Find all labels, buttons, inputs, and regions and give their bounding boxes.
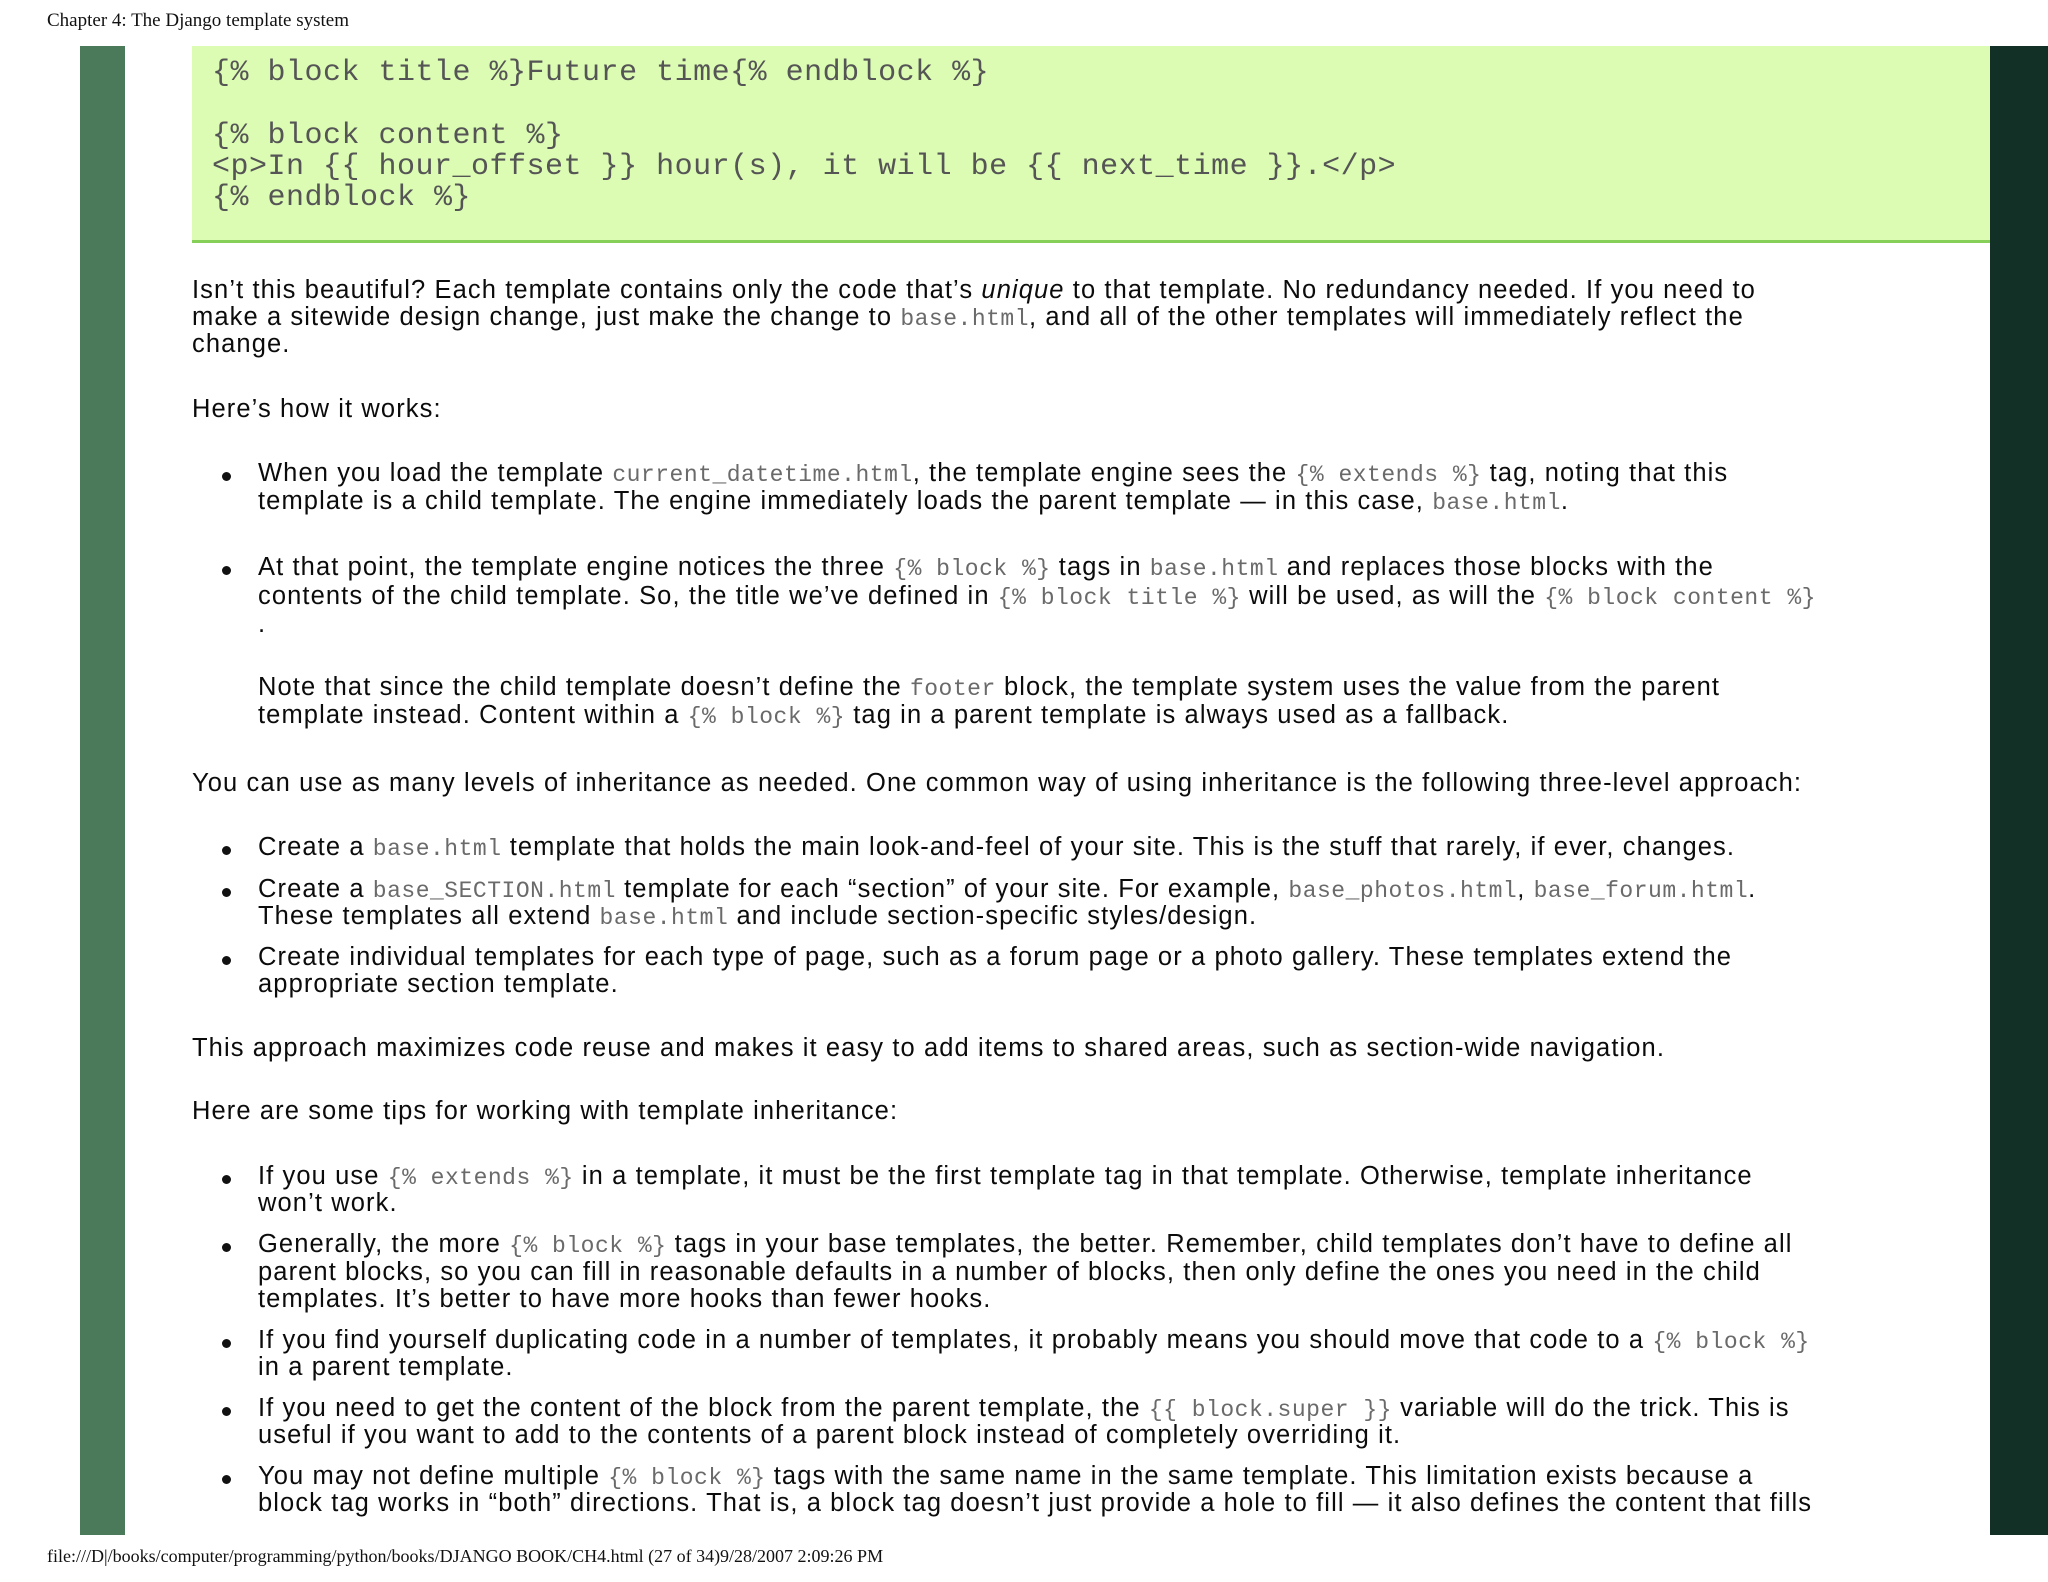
- paragraph-how-it-works: Here’s how it works:: [192, 395, 442, 423]
- inline-code: {% block %}: [893, 556, 1051, 582]
- text-line: [258, 1327, 1988, 1356]
- text: If you find yourself duplicating code in a number of templates, it probably means you should move that code to a: [258, 1326, 1653, 1354]
- text: ,: [1517, 875, 1534, 903]
- text-line: [192, 304, 1982, 333]
- text: to that template. No redundancy needed. If you need to: [1064, 276, 1756, 304]
- inline-code: base.html: [599, 905, 729, 931]
- text-line: block tag works in “both” directions. That is, a block tag doesn’t just provide a hole to fill — it also defines the content that fills: [258, 1489, 1813, 1517]
- text-line: [258, 460, 1988, 489]
- text-line: [258, 702, 1988, 731]
- page-header: Chapter 4: The Django template system: [47, 10, 349, 31]
- text-line: [258, 1163, 1988, 1192]
- inline-code: footer: [909, 676, 996, 702]
- paragraph-levels: You can use as many levels of inheritance as needed. One common way of using inheritance is the following three-level approach:: [192, 769, 1803, 797]
- text: template for each “section” of your site. For example,: [615, 875, 1289, 903]
- main-content: [125, 46, 1990, 1535]
- page-footer: file:///D|/books/computer/programming/python/books/DJANGO BOOK/CH4.html (27 of 34)9/28/2007 2:09:26 PM: [47, 1546, 884, 1566]
- text: make a sitewide design change, just make the change to: [192, 303, 901, 331]
- bullet-icon: [222, 1475, 231, 1484]
- text: Create a: [258, 833, 373, 861]
- text-line: [258, 1395, 1988, 1424]
- text: tag in a parent template is always used as a fallback.: [845, 701, 1510, 729]
- inline-code: base.html: [1432, 490, 1561, 516]
- text: , the template engine sees the: [912, 459, 1296, 487]
- text-line: [258, 488, 1988, 517]
- paragraph-tips: Here are some tips for working with template inheritance:: [192, 1097, 899, 1125]
- text: Isn’t this beautiful? Each template contains only the code that’s: [192, 276, 982, 304]
- text-line: [258, 583, 1988, 612]
- bullet-icon: [222, 1175, 231, 1184]
- left-sidebar-bar: [80, 46, 125, 1535]
- inline-code: {% block content %}: [1544, 585, 1816, 611]
- code-line: {% endblock %}: [212, 181, 472, 215]
- inline-code: {% extends %}: [387, 1165, 574, 1191]
- inline-code: base_photos.html: [1288, 878, 1518, 904]
- text-line: change.: [192, 330, 291, 358]
- paragraph-approach: This approach maximizes code reuse and makes it easy to add items to shared areas, such as section-wide navigation.: [192, 1034, 1666, 1062]
- text-line: Create individual templates for each type of page, such as a forum page or a photo gallery. These templates extend the: [258, 943, 1733, 971]
- text: If you need to get the content of the block from the parent template, the: [258, 1394, 1149, 1422]
- text-line: appropriate section template.: [258, 970, 619, 998]
- text: template instead. Content within a: [258, 701, 688, 729]
- text: Note that since the child template doesn’t define the: [258, 673, 910, 701]
- inline-code: base.html: [372, 836, 502, 862]
- inline-code: {% extends %}: [1295, 462, 1482, 488]
- text: tags with the same name in the same template. This limitation exists because a: [765, 1462, 1754, 1490]
- text-line: templates. It’s better to have more hooks than fewer hooks.: [258, 1285, 992, 1313]
- text: template is a child template. The engine immediately loads the parent template — in this case,: [258, 487, 1433, 515]
- text-line: [258, 554, 1988, 583]
- text: and include section-specific styles/design.: [728, 902, 1258, 930]
- inline-code: {% block title %}: [997, 585, 1241, 611]
- bullet-icon: [222, 1243, 231, 1252]
- inline-code: base_forum.html: [1533, 878, 1749, 904]
- code-line: <p>In {{ hour_offset }} hour(s), it will be {{ next_time }}.</p>: [212, 150, 1397, 184]
- inline-code: {% block %}: [509, 1233, 667, 1259]
- text: and replaces those blocks with the: [1278, 553, 1714, 581]
- bullet-icon: [222, 846, 231, 855]
- emphasis-text: unique: [981, 276, 1065, 304]
- text-line: won’t work.: [258, 1189, 398, 1217]
- text-line: [192, 277, 1982, 304]
- inline-code: {{ block.super }}: [1148, 1397, 1392, 1423]
- text: If you use: [258, 1162, 388, 1190]
- text: tags in: [1050, 553, 1150, 581]
- inline-code: {% block %}: [1652, 1329, 1810, 1355]
- text: When you load the template: [258, 459, 613, 487]
- text: variable will do the trick. This is: [1391, 1394, 1790, 1422]
- text-line: [258, 903, 1988, 932]
- text-line: parent blocks, so you can fill in reasonable defaults in a number of blocks, then only define the ones you need in the child: [258, 1258, 1761, 1286]
- text: .: [1560, 487, 1570, 515]
- inline-code: {% block %}: [687, 704, 846, 730]
- inline-code: current_datetime.html: [612, 462, 913, 488]
- bullet-icon: [222, 566, 231, 575]
- code-line: {% block title %}Future time{% endblock %}: [212, 56, 990, 90]
- bullet-icon: [222, 956, 231, 965]
- text: block, the template system uses the value from the parent: [995, 673, 1721, 701]
- text: in a template, it must be the first template tag in that template. Otherwise, template inheritance: [573, 1162, 1753, 1190]
- text: tag, noting that this: [1481, 459, 1729, 487]
- text-line: in a parent template.: [258, 1353, 514, 1381]
- code-line: {% block content %}: [212, 119, 564, 153]
- inline-code: base.html: [1149, 556, 1279, 582]
- bullet-icon: [222, 888, 231, 897]
- inline-code: base_SECTION.html: [372, 878, 616, 904]
- text: tags in your base templates, the better. Remember, child templates don’t have to define all: [666, 1230, 1793, 1258]
- text: These templates all extend: [258, 902, 600, 930]
- text: Create a: [258, 875, 373, 903]
- right-sidebar-bar: [1990, 46, 2048, 1535]
- text: contents of the child template. So, the title we’ve defined in: [258, 582, 998, 610]
- text: At that point, the template engine notices the three: [258, 553, 894, 581]
- text-line: .: [258, 610, 267, 638]
- text-line: [258, 876, 1988, 905]
- text-line: useful if you want to add to the contents of a parent block instead of completely overriding it.: [258, 1421, 1402, 1449]
- text: Generally, the more: [258, 1230, 510, 1258]
- text-line: [258, 674, 1988, 703]
- inline-code: {% block %}: [608, 1465, 766, 1491]
- text-line: [258, 1231, 1988, 1260]
- text-line: [258, 1463, 1988, 1492]
- text-line: [258, 834, 1988, 863]
- code-block: [192, 46, 1990, 243]
- text: template that holds the main look-and-feel of your site. This is the stuff that rarely, if ever, changes.: [501, 833, 1736, 861]
- inline-code: base.html: [900, 306, 1030, 332]
- text: .: [1748, 875, 1757, 903]
- text: , and all of the other templates will immediately reflect the: [1029, 303, 1744, 331]
- bullet-icon: [222, 1407, 231, 1416]
- text: will be used, as will the: [1240, 582, 1545, 610]
- bullet-icon: [222, 1339, 231, 1348]
- text: You may not define multiple: [258, 1462, 609, 1490]
- bullet-icon: [222, 472, 231, 481]
